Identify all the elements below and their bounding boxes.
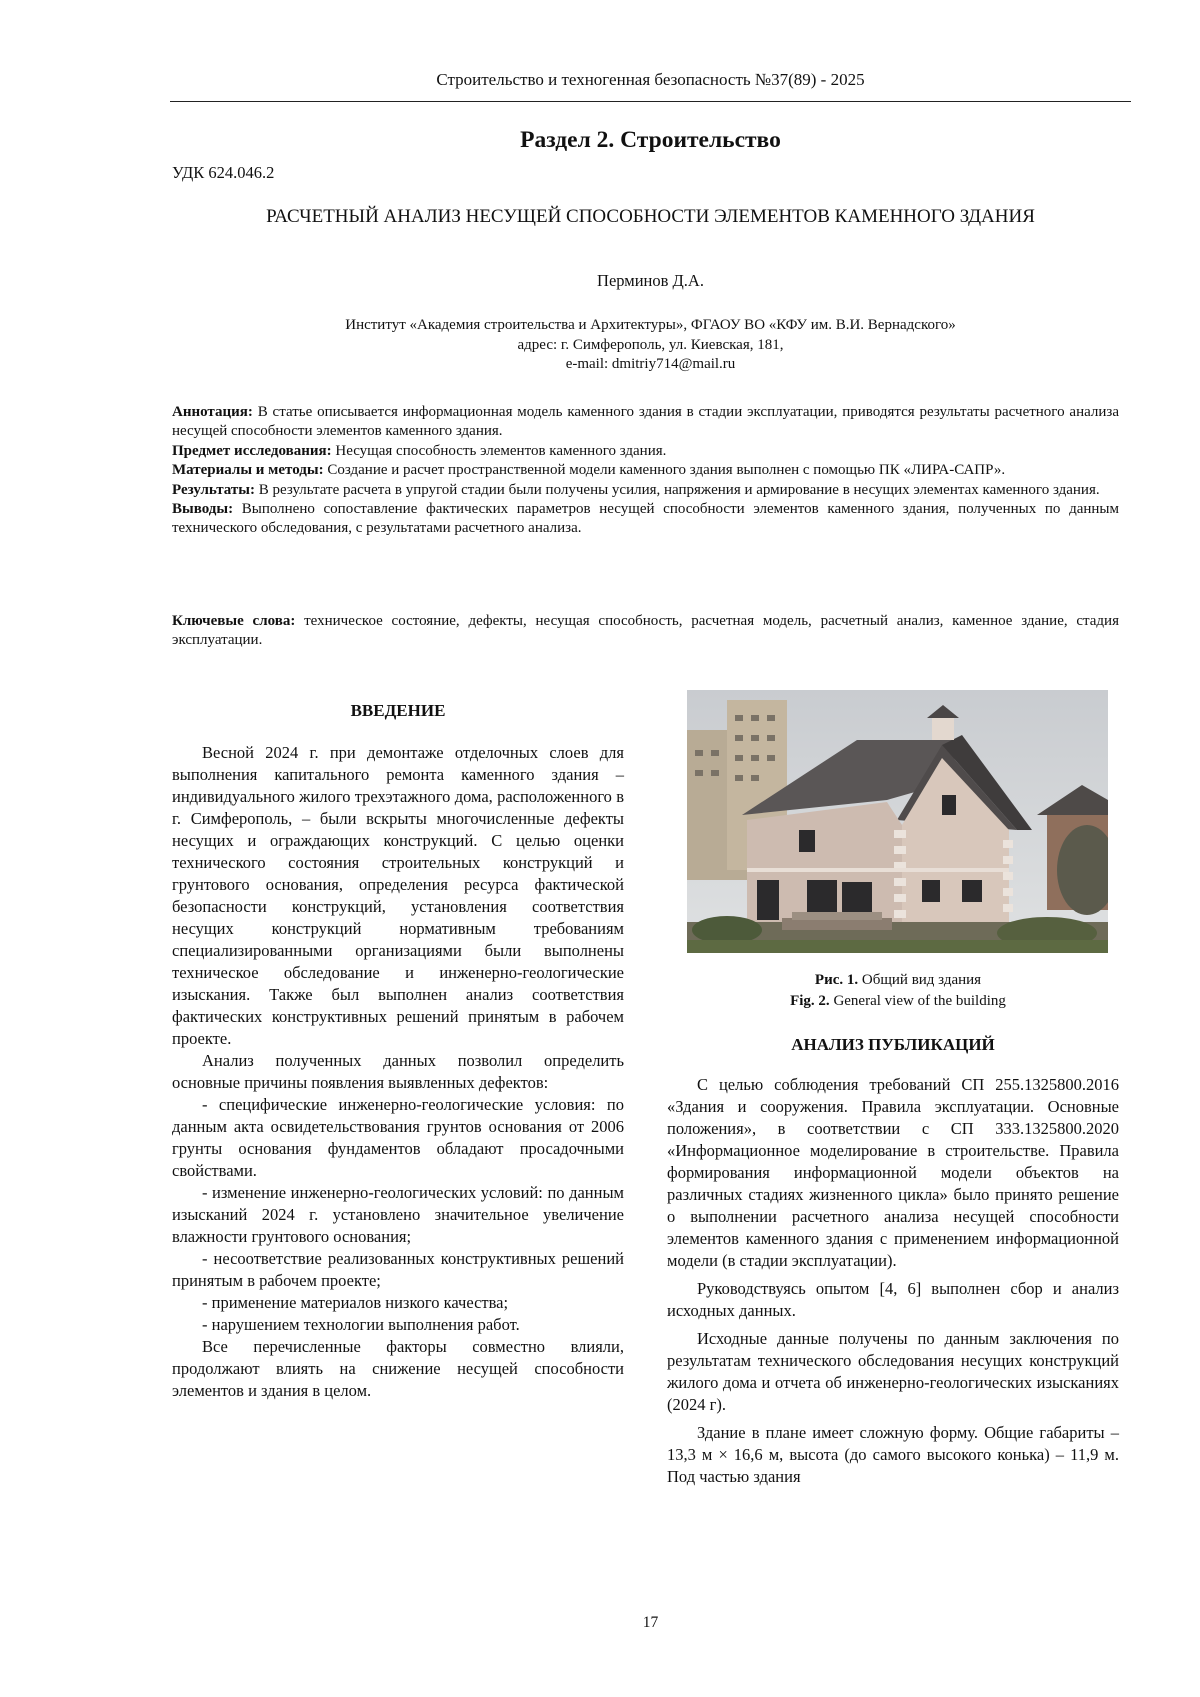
intro-list-item-3: - несоответствие реализованных конструктивных решений принятым в рабочем проекте;	[172, 1249, 624, 1290]
header-rule	[170, 101, 1131, 102]
abstract-conclusions	[172, 500, 1119, 539]
caption-ru-text: Общий вид здания	[858, 972, 982, 988]
intro-list-item-5: - нарушением технологии выполнения работ.	[202, 1315, 520, 1334]
annotation-text: В статье описывается информационная модель каменного здания в стадии эксплуатации, приводятся результаты расчетного анализа несущей способности элементов каменного здания.	[172, 404, 1119, 440]
subject-label: Предмет исследования:	[172, 442, 332, 459]
udc-code: УДК 624.046.2	[172, 163, 275, 182]
intro-list-item-2: - изменение инженерно-геологических условий: по данным изысканий 2024 г. установлено значительное увеличение влажности грунтового основания;	[172, 1183, 624, 1246]
conclusions-text: Выполнено сопоставление фактических параметров несущей способности элементов каменного здания, полученных по данным технического обследования, с результатами расчетного анализа.	[172, 501, 1119, 537]
caption-ru-label: Рис. 1.	[814, 972, 859, 988]
caption-ru	[680, 970, 1116, 991]
conclusions-label: Выводы:	[172, 501, 234, 518]
running-title: Строительство и техногенная безопасность №37(89) - 2025	[436, 70, 865, 89]
subject-text: Несущая способность элементов каменного здания.	[331, 442, 667, 459]
article-title: РАСЧЕТНЫЙ АНАЛИЗ НЕСУЩЕЙ СПОСОБНОСТИ ЭЛЕМЕНТОВ КАМЕННОГО ЗДАНИЯ	[266, 206, 1035, 227]
results-label: Результаты:	[172, 481, 255, 498]
keywords-text: техническое состояние, дефекты, несущая способность, расчетная модель, расчетный анализ, каменное здание, стадия эксплуатации.	[172, 613, 1119, 649]
figure-caption	[680, 970, 1116, 1012]
methods-text: Создание и расчет пространственной модели каменного здания выполнен с помощью ПК «ЛИРА-САПР».	[323, 462, 1006, 479]
caption-en-text: General view of the building	[829, 993, 1006, 1009]
abstract-methods	[172, 461, 1119, 480]
intro-paragraph-2: Анализ полученных данных позволил определить основные причины появления выявленных дефектов:	[172, 1051, 624, 1092]
review-paragraph-4: Здание в плане имеет сложную форму. Общие габариты – 13,3 м × 16,6 м, высота (до самого высокого конька) – 11,9 м. Под частью здания	[667, 1423, 1119, 1486]
annotation-label: Аннотация:	[172, 404, 253, 420]
page-number: 17	[642, 1614, 659, 1631]
review-column	[667, 1034, 1119, 1488]
intro-column	[172, 700, 624, 1402]
abstract	[172, 403, 1119, 539]
results-text: В результате расчета в упругой стадии были получены усилия, напряжения и армирование в несущих элементах каменного здания.	[254, 481, 1100, 498]
intro-list-item-1: - специфические инженерно-геологические условия: по данным акта освидетельствования грунтов основания от 2006 грунты основания фундаментов обладают просадочными свойствами.	[172, 1095, 624, 1180]
building-photo	[687, 690, 1108, 953]
abstract-annotation	[172, 403, 1119, 442]
author: Перминов Д.А.	[597, 271, 704, 290]
section-title: Раздел 2. Строительство	[520, 127, 781, 153]
affiliation: Институт «Академия строительства и Архитектуры», ФГАОУ ВО «КФУ им. В.И. Вернадского»	[345, 317, 956, 333]
intro-heading: ВВЕДЕНИЕ	[350, 701, 446, 720]
abstract-results	[172, 481, 1119, 500]
review-paragraph-3: Исходные данные получены по данным заключения по результатам технического обследования несущих конструкций жилого дома и отчета об инженерно-геологических изысканиях (2024 г).	[667, 1329, 1119, 1414]
address: адрес: г. Симферополь, ул. Киевская, 181,	[517, 336, 784, 353]
email: e-mail: dmitriy714@mail.ru	[565, 356, 736, 372]
keywords	[172, 612, 1119, 651]
review-paragraph-1: С целью соблюдения требований СП 255.1325800.2016 «Здания и сооружения. Правила эксплуатации. Основные положения», в соответствии с СП 333.1325800.2020 «Информационное моделирование в строительстве. Правила формирования информационной модели объектов на различных стадиях жизненного цикла» было принято решение о выполнении расчетного анализа несущей способности элементов каменного здания с применением информационной модели (в стадии эксплуатации).	[667, 1075, 1119, 1270]
review-heading: АНАЛИЗ ПУБЛИКАЦИЙ	[791, 1035, 995, 1054]
review-paragraph-2: Руководствуясь опытом [4, 6] выполнен сбор и анализ исходных данных.	[667, 1279, 1119, 1320]
affiliation-block	[170, 316, 1131, 375]
caption-en-label: Fig. 2.	[790, 993, 830, 1009]
intro-paragraph-1: Весной 2024 г. при демонтаже отделочных слоев для выполнения капитального ремонта каменного здания – индивидуального жилого трехэтажного дома, расположенного в г. Симферополь, – были вскрыты многочисленные дефекты несущих и ограждающих конструкций. С целью оценки технического состояния строительных конструкций и грунтового основания, определения ресурса фактической безопасности конструкций, установления соответствия несущих конструкций нормативным требованиям специализированными организациями были выполнены техническое обследование и инженерно-геологические изыскания. Также был выполнен анализ соответствия фактических конструктивных решений принятым в рабочем проекте.	[172, 743, 624, 1048]
abstract-subject	[172, 442, 1119, 461]
intro-paragraph-3: Все перечисленные факторы совместно влияли, продолжают влиять на снижение несущей способности элементов и здания в целом.	[172, 1337, 624, 1400]
intro-list-item-4: - применение материалов низкого качества;	[202, 1293, 509, 1312]
methods-label: Материалы и методы:	[172, 462, 324, 479]
keywords-label: Ключевые слова:	[172, 613, 296, 629]
caption-en	[680, 991, 1116, 1012]
